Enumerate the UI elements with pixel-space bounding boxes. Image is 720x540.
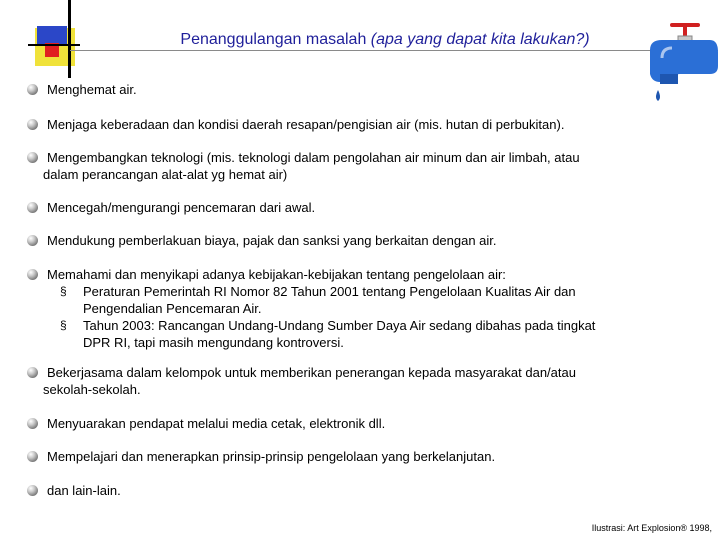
list-item-text: Menjaga keberadaan dan kondisi daerah resapan/pengisian air (mis. hutan di perbukitan). [47, 117, 565, 132]
list-item-text: Mempelajari dan menerapkan prinsip-prinsip pengelolaan yang berkelanjutan. [47, 449, 496, 464]
bullet-icon [27, 235, 38, 246]
bullet-icon [27, 119, 38, 130]
illustration-credit: Ilustrasi: Art Explosion® 1998, [591, 523, 712, 533]
list-item-text: Mencegah/mengurangi pencemaran dari awal. [47, 200, 316, 215]
list-item [27, 116, 707, 133]
bullet-icon [27, 269, 38, 280]
list-item [27, 81, 707, 98]
bullet-icon [27, 485, 38, 496]
list-item [27, 448, 707, 465]
bullet-icon [27, 367, 38, 378]
sub-list-item [60, 283, 707, 317]
list-item [27, 364, 707, 398]
bullet-icon [27, 418, 38, 429]
list-item-text-cont: dalam perancangan alat-alat yg hemat air) [43, 167, 288, 182]
list-item-text: Bekerjasama dalam kelompok untuk memberikan penerangan kepada masyarakat dan/atau [47, 365, 576, 380]
sub-list-item-text-cont: DPR RI, tapi masih mengundang kontroversi. [83, 335, 344, 350]
list-item [27, 149, 707, 183]
list-item [27, 482, 707, 499]
sub-list-item-text: Tahun 2003: Rancangan Undang-Undang Sumber Daya Air sedang dibahas pada tingkat [83, 318, 596, 333]
list-item-text: Mengembangkan teknologi (mis. teknologi dalam pengolahan air minum dan air limbah, atau [47, 150, 580, 165]
list-item-text: Memahami dan menyikapi adanya kebijakan-kebijakan tentang pengelolaan air: [47, 267, 506, 282]
bullet-icon [27, 152, 38, 163]
list-item-text-cont: sekolah-sekolah. [43, 382, 141, 397]
title-italic: (apa yang dapat kita lakukan?) [370, 31, 590, 48]
sub-list-item-text: Peraturan Pemerintah RI Nomor 82 Tahun 2001 tentang Pengelolaan Kualitas Air dan [83, 284, 576, 299]
list-item-text: dan lain-lain. [47, 483, 121, 498]
sub-list-item-text-cont: Pengendalian Pencemaran Air. [83, 301, 262, 316]
list-item [27, 199, 707, 216]
title-underline [70, 50, 718, 51]
list-item-text: Menghemat air. [47, 82, 137, 97]
sub-list-item [60, 317, 707, 351]
sub-bullet-marker: § [60, 318, 67, 332]
bullet-icon [27, 202, 38, 213]
list-item [27, 415, 707, 432]
bullet-icon [27, 84, 38, 95]
list-item [27, 266, 707, 351]
bullet-icon [27, 451, 38, 462]
page-title [0, 31, 720, 49]
sub-bullet-marker: § [60, 284, 67, 298]
list-item-text: Mendukung pemberlakuan biaya, pajak dan sanksi yang berkaitan dengan air. [47, 233, 497, 248]
list-item-text: Menyuarakan pendapat melalui media cetak, elektronik dll. [47, 416, 386, 431]
title-normal: Penanggulangan masalah [180, 31, 371, 48]
list-item [27, 232, 707, 249]
